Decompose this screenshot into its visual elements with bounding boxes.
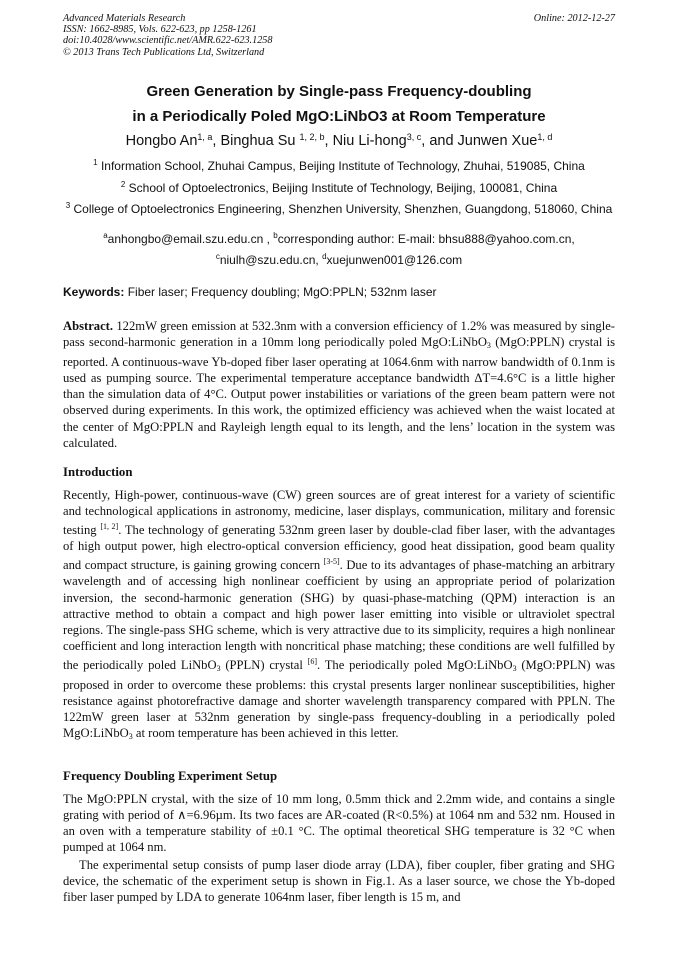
subscript: 3 (128, 732, 133, 742)
setup-paragraph: The experimental setup consists of pump laser diode array (LDA), fiber coupler, fiber grating and SHG device, the schematic of the experiment setup is shown in Fig.1. As a laser source, we chose the Yb-doped fiber laser pumped by LDA to generate 1064nm laser, fiber length is 15 m, and (63, 858, 615, 905)
intro-text: . The periodically poled MgO:LiNbO (317, 657, 513, 672)
abstract-text: (MgO:PPLN) crystal is reported. A continuous-wave Yb-doped fiber laser operating at 1064.6nm with narrow bandwidth of 0.1nm is used as pumping source. The experimental temperature acceptance bandwidth ΔT=4.6°C is a little higher than the simulation data of 4°C. Output power instabilities or variations of the green beam pattern were not observed during experiments. In this work, the optimized efficiency was achieved when the waist located at the center of MgO:PPLN and Rayleigh length equal to its length, and the lens’ location in the system was calculated. (63, 335, 615, 450)
email-line (62, 246, 616, 271)
author-sup: 1, 2, b (299, 132, 325, 142)
section-heading-introduction: Introduction (63, 465, 133, 479)
affiliation-text: School of Optoelectronics, Beijing Institute of Technology, Beijing, 100081, China (125, 181, 558, 195)
author-separator: , (324, 133, 333, 149)
subscript: 3 (512, 663, 517, 673)
section-heading-setup: Frequency Doubling Experiment Setup (63, 769, 278, 783)
affiliation-sup: 1 (93, 158, 98, 167)
keywords (63, 285, 615, 299)
email-c[interactable]: niulh@szu.edu.cn, (219, 253, 323, 267)
copyright: © 2013 Trans Tech Publications Ltd, Switzerland (63, 46, 265, 58)
introduction-paragraph (63, 487, 615, 745)
intro-text: Recently, High-power, continuous-wave (CW) green sources are of great interest for a variety of scientific and technological applications in astronomy, medicine, laser displays, communication, military and forensic testing (63, 488, 615, 538)
keywords-text: Fiber laser; Frequency doubling; MgO:PPLN; 532nm laser (124, 285, 437, 299)
email-b[interactable]: corresponding author: E-mail: bhsu888@yahoo.com.cn, (277, 232, 575, 246)
author-sup: 1, d (537, 132, 553, 142)
email-sup: a (103, 231, 108, 240)
author-sup: 3, c (406, 132, 422, 142)
intro-text: (MgO:PPLN) was proposed in order to overcome these problems: this crystal presents larger nonlinear susceptibilities, higher resistance against photorefractive damage and shorter wavelength transparency compared with PPLN. The 122mW green laser at 532nm generation by single-pass frequency-doubling in a periodically poled MgO:LiNbO (63, 657, 615, 741)
email-sup: d (322, 252, 327, 261)
affiliation-sup: 2 (120, 180, 126, 189)
email-a[interactable]: anhongbo@email.szu.edu.cn , (107, 232, 274, 246)
email-sup: c (215, 252, 220, 261)
intro-text: . The technology of generating 532nm green laser by double-clad fiber laser, with the advantages of high output power, high electro-optical conversion efficiency, good heat dissipation, good beam quality and compact structure, is gaining growing concern (63, 523, 616, 573)
author-separator: , (212, 133, 221, 149)
citation[interactable]: [3-5] (323, 557, 340, 567)
author-name: Binghua Su (220, 133, 300, 149)
author-name: Junwen Xue (457, 133, 538, 149)
setup-paragraph: The MgO:PPLN crystal, with the size of 10 mm long, 0.5mm thick and 2.2mm wide, and contains a single grating with period of ∧=6.96µm. Its two faces are AR-coated (R<0.5%) at 1064 nm and 532 nm. Housed in an oven with a temperature stability of ±0.1 °C. The optimal theoretical SHG temperature is 32 °C when pumped at 1064 nm. (63, 792, 615, 855)
affiliation-sup: 3 (65, 201, 71, 210)
title-line-2: in a Periodically Poled MgO:LiNbO3 at Room Temperature (132, 108, 546, 125)
affiliation (62, 177, 616, 196)
intro-text: at room temperature has been achieved in this letter. (132, 726, 399, 741)
affiliation-text: Information School, Zhuhai Campus, Beijing Institute of Technology, Zhuhai, 519085, China (97, 159, 585, 173)
abstract-label: Abstract. (63, 319, 114, 333)
affiliation-text: College of Optoelectronics Engineering, Shenzhen University, Shenzhen, Guangdong, 518060, China (70, 202, 613, 216)
author-list (40, 128, 638, 150)
email-sup: b (273, 231, 278, 240)
affiliation (64, 198, 614, 217)
citation[interactable]: [6] (307, 656, 318, 666)
subscript: 3 (486, 341, 491, 351)
subscript: 3 (216, 663, 221, 673)
keywords-label: Keywords: (63, 285, 125, 299)
paper-title (40, 79, 638, 129)
author-name: Niu Li-hong (332, 133, 407, 149)
intro-text: (PPLN) crystal (220, 657, 308, 672)
abstract-text: 122mW green emission at 532.3nm with a conversion efficiency of 1.2% was measured by single-pass second-harmonic generation in a 10mm long periodically poled MgO:LiNbO (63, 319, 615, 350)
affiliation (62, 155, 616, 174)
abstract (63, 318, 615, 451)
title-line-1: Green Generation by Single-pass Frequency-doubling (146, 83, 532, 100)
journal-name: Advanced Materials Research (63, 13, 186, 24)
online-date: Online: 2012-12-27 (533, 13, 615, 24)
author-name: Hongbo An (125, 133, 198, 149)
journal-header (63, 13, 615, 58)
author-sup: 1, a (197, 132, 213, 142)
email-d[interactable]: xuejunwen001@126.com (326, 253, 463, 267)
issn: ISSN: 1662-8985, Vols. 622-623, pp 1258-1261 (63, 24, 257, 36)
citation[interactable]: [1, 2] (100, 522, 119, 532)
intro-text: . Due to its advantages of phase-matching an arbitrary wavelength and of accessing high nonlinear coefficient by using an appropriate period of polarization inversion, the second-harmonic generation (SHG) by quasi-phase-matching (QPM) interaction is an attractive method to obtain a compact and high power laser emitting into visible or ultraviolet spectral regions. The single-pass SHG scheme, which is very attractive due to its simplicity, requires a high nonlinear coefficient and long interaction length with noncritical phase matching; these conditions are well fulfilled by the periodically poled LiNbO (63, 558, 616, 672)
author-separator: , and (421, 133, 458, 149)
doi: doi:10.4028/www.scientific.net/AMR.622-623.1258 (63, 35, 273, 47)
